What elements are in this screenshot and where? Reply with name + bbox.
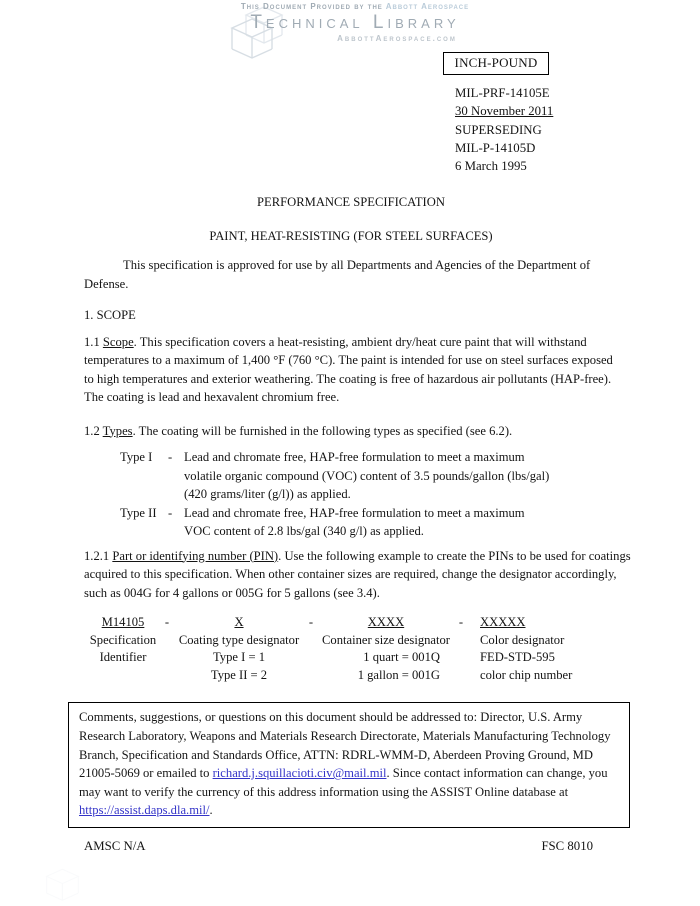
para-1-2-1-label: Part or identifying number (PIN) xyxy=(112,548,279,563)
type-i-label: Type I xyxy=(120,450,153,464)
para-1-2-label: Types xyxy=(102,423,133,438)
pin-type-line-2: Type I = 1 xyxy=(212,650,266,665)
spec-number: MIL-PRF-14105E xyxy=(455,86,550,100)
para-1-2-text: . The coating will be furnished in the following types as specified (see 6.2). xyxy=(132,423,513,438)
pin-spec-line-2: Identifier xyxy=(99,650,147,665)
type-ii-dash: - xyxy=(168,505,173,520)
document-body xyxy=(79,0,631,855)
para-1-2-1-number: 1.2.1 xyxy=(84,548,113,563)
pin-column-coating-type xyxy=(172,614,306,684)
abbott-cube-logo-faint-icon xyxy=(45,858,91,902)
para-1-2-number: 1.2 xyxy=(84,423,103,438)
superseded-spec-date: 6 March 1995 xyxy=(455,159,527,174)
pin-example-table xyxy=(84,614,618,684)
type-ii-description xyxy=(184,504,614,541)
type-i-item xyxy=(120,448,618,504)
para-1-1-text: . This specification covers a heat-resisting, ambient dry/heat cure paint that will withstand temperatures to a maximum of 1,400 °F (760 °C). The paint is intended for use on steel surfaces exposed to high temperatures and exterior weathering. The coating is free of hazardous air pollutants (HAP-free). The coating is lead and hexavalent chromium free. xyxy=(84,334,613,404)
types-list xyxy=(84,448,618,541)
pin-code-color: XXXXX xyxy=(480,615,526,629)
comments-text-2: . Since contact information can change, you may want to verify the currency of this address information using the ASSIST Online database at xyxy=(79,766,608,799)
pin-code-container: XXXX xyxy=(367,615,405,629)
fsc-number: FSC 8010 xyxy=(541,838,593,853)
pin-column-color xyxy=(466,614,618,684)
type-i-dash: - xyxy=(168,450,173,464)
watermark-provided-line: This Document Provided by the Abbott Aerospace xyxy=(240,2,470,11)
assist-database-link[interactable]: https://assist.daps.dla.mil/ xyxy=(79,803,210,818)
comments-text-3: . xyxy=(209,803,213,818)
type-ii-item xyxy=(120,504,618,541)
superseded-spec-number: MIL-P-14105D xyxy=(455,140,536,155)
doc-type-title: PERFORMANCE SPECIFICATION xyxy=(257,195,445,209)
type-i-line-2: volatile organic compound (VOC) content of 3.5 pounds/gallon (lbs/gal) xyxy=(184,468,550,483)
pin-container-line-1: Container size designator xyxy=(322,632,450,647)
pin-container-line-2: 1 quart = 001Q xyxy=(363,650,440,665)
type-ii-label: Type II xyxy=(120,505,157,520)
comments-contact-box xyxy=(68,702,630,828)
pin-separator-2: - xyxy=(308,615,314,629)
type-ii-line-1: Lead and chromate free, HAP-free formulation to meet a maximum xyxy=(184,505,525,520)
pin-container-line-3: 1 gallon = 001G xyxy=(357,667,440,682)
doc-subject-title: PAINT, HEAT-RESISTING (FOR STEEL SURFACES) xyxy=(209,228,493,243)
pin-color-line-3: color chip number xyxy=(480,667,573,682)
pin-type-line-1: Coating type designator xyxy=(178,632,300,647)
watermark-brand: Abbott Aerospace xyxy=(385,2,470,11)
type-i-line-1: Lead and chromate free, HAP-free formulation to meet a maximum xyxy=(184,450,525,464)
pin-code-spec: M14105 xyxy=(101,615,145,629)
type-i-description xyxy=(184,448,614,504)
pin-separator-3: - xyxy=(458,615,464,629)
footer xyxy=(84,837,618,856)
pin-color-line-2: FED-STD-595 xyxy=(480,650,555,665)
paragraph-1-2-types xyxy=(84,422,618,441)
approval-paragraph: This specification is approved for use by all Departments and Agencies of the Department of Defense. xyxy=(84,258,591,291)
pin-separator-1: - xyxy=(164,615,170,629)
pin-column-specification xyxy=(84,614,162,684)
para-1-1-number: 1.1 xyxy=(84,334,103,349)
inch-pound-stamp: INCH-POUND xyxy=(443,52,549,75)
para-1-2-1-text: . Use the following example to create the PINs to be used for coatings acquired to this specification. When other container sizes are required, change the designator accordingly, such as 004G for 4 gallons or 005G for 5 gallons (see 3.4). xyxy=(84,548,631,600)
type-i-line-3: (420 grams/liter (g/l)) as applied. xyxy=(184,487,351,501)
pin-color-line-1: Color designator xyxy=(480,632,565,647)
paragraph-1-1-scope xyxy=(84,333,618,407)
spec-date: 30 November 2011 xyxy=(455,104,554,119)
pin-column-container-size xyxy=(316,614,456,684)
contact-email-link[interactable]: richard.j.squillacioti.civ@mail.mil xyxy=(212,766,387,781)
superseding-label: SUPERSEDING xyxy=(455,122,542,137)
section-1-scope-heading: 1. SCOPE xyxy=(84,308,136,322)
para-1-1-label: Scope xyxy=(102,334,134,349)
paragraph-1-2-1-pin xyxy=(84,547,632,603)
watermark-site-url: AbbottAerospace.com xyxy=(337,34,457,43)
pin-code-type: X xyxy=(234,615,244,629)
comments-text-1: Comments, suggestions, or questions on this document should be addressed to: Director, U.S. Army Research Laboratory, Weapons and Materials Research Directorate, Materials Manufacturing Technology Branch, Specification and Standards Office, ATTN: RDRL-WMM-D, Aberdeen Proving Ground, MD 21005-5069 or emailed to xyxy=(79,710,611,781)
type-ii-line-2: VOC content of 2.8 lbs/gal (340 g/l) as applied. xyxy=(184,524,424,538)
pin-spec-line-1: Specification xyxy=(89,632,157,647)
pin-type-line-3: Type II = 2 xyxy=(210,667,268,682)
amsc-number: AMSC N/A xyxy=(84,838,146,853)
watermark-library-title: Technical Library xyxy=(250,12,460,33)
